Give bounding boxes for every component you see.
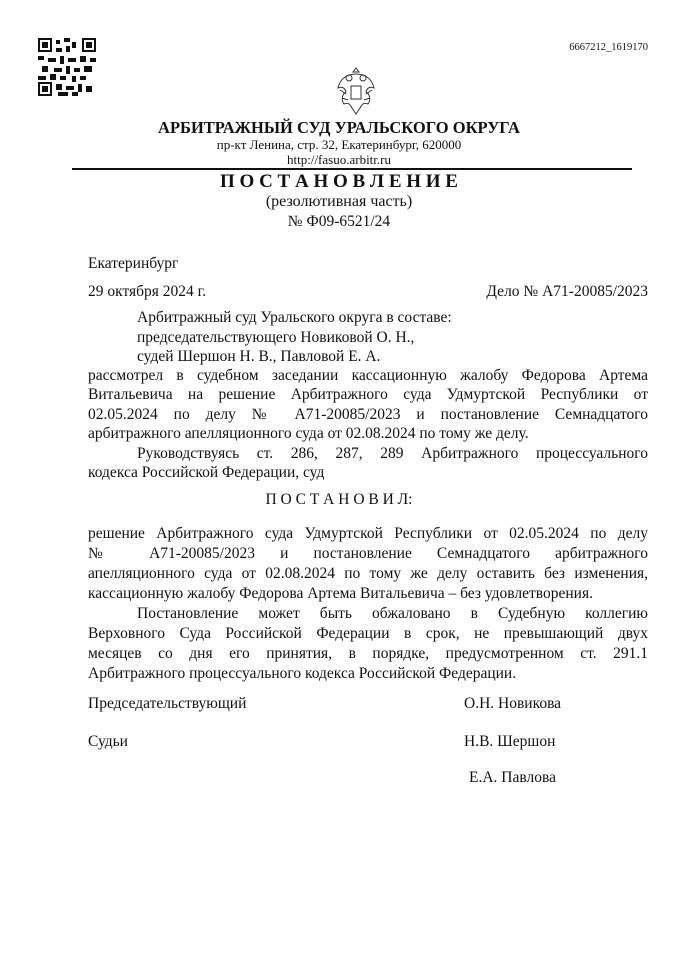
paragraph-line: Витальевича на решение Арбитражного суда Удмуртской Республики от xyxy=(88,386,648,403)
intro-line: Арбитражный суд Уральского округа в составе: xyxy=(137,309,452,326)
decided-heading: П О С Т А Н О В И Л: xyxy=(265,491,413,508)
coat-of-arms-emblem xyxy=(336,64,376,118)
paragraph-line: Арбитражного процессуального кодекса Российской Федерации. xyxy=(88,665,517,682)
intro-line: судей Шершон Н. В., Павловой Е. А. xyxy=(137,348,381,365)
paragraph-line: месяцев со дня его принятия, в порядке, предусмотренном ст. 291.1 xyxy=(88,645,648,662)
document-id: 6667212_1619170 xyxy=(569,42,648,53)
paragraph-line: арбитражного апелляционного суда от 02.08.2024 по тому же делу. xyxy=(88,425,529,442)
case-number: Дело № А71-20085/2023 xyxy=(486,283,648,300)
qr-code xyxy=(38,38,96,96)
paragraph-line: кассационную жалобу Федорова Артема Витальевича – без удовлетворения. xyxy=(88,585,593,602)
chair-name: О.Н. Новикова xyxy=(464,695,562,712)
paragraph-line: апелляционного суда от 02.08.2024 по тому же делу оставить без изменения, xyxy=(88,565,648,582)
paragraph-line: решение Арбитражного суда Удмуртской Республики от 02.05.2024 по делу xyxy=(88,525,648,542)
document-number: № Ф09-6521/24 xyxy=(287,213,391,230)
paragraph-line: Постановление может быть обжаловано в Судебную коллегию xyxy=(137,605,648,622)
court-name: АРБИТРАЖНЫЙ СУД УРАЛЬСКОГО ОКРУГА xyxy=(158,118,520,137)
paragraph-line: Верховного Суда Российской Федерации в срок, не превышающий двух xyxy=(88,625,648,642)
paragraph-line: № А71-20085/2023 и постановление Семнадцатого арбитражного xyxy=(88,545,648,562)
paragraph-line: 02.05.2024 по делу № А71-20085/2023 и постановление Семнадцатого xyxy=(88,406,648,423)
header-divider xyxy=(72,168,632,170)
paragraph-line: рассмотрел в судебном заседании кассационную жалобу Федорова Артема xyxy=(88,367,648,384)
paragraph-line: кодекса Российской Федерации, суд xyxy=(88,464,325,481)
intro-line: председательствующего Новиковой О. Н., xyxy=(137,329,415,346)
judges-label: Судьи xyxy=(88,733,128,750)
decision-date: 29 октября 2024 г. xyxy=(88,283,207,300)
judge-name: Е.А. Павлова xyxy=(469,769,556,786)
city: Екатеринбург xyxy=(88,255,179,272)
document-title: П О С Т А Н О В Л Е Н И Е xyxy=(220,171,458,192)
judge-name: Н.В. Шершон xyxy=(464,733,556,750)
court-url[interactable]: http://fasuo.arbitr.ru xyxy=(287,152,391,167)
document-subtitle: (резолютивная часть) xyxy=(265,193,413,210)
court-address: пр-кт Ленина, стр. 32, Екатеринбург, 620000 xyxy=(216,137,462,152)
chair-label: Председательствующий xyxy=(88,695,247,712)
paragraph-line: Руководствуясь ст. 286, 287, 289 Арбитражного процессуального xyxy=(137,445,648,462)
